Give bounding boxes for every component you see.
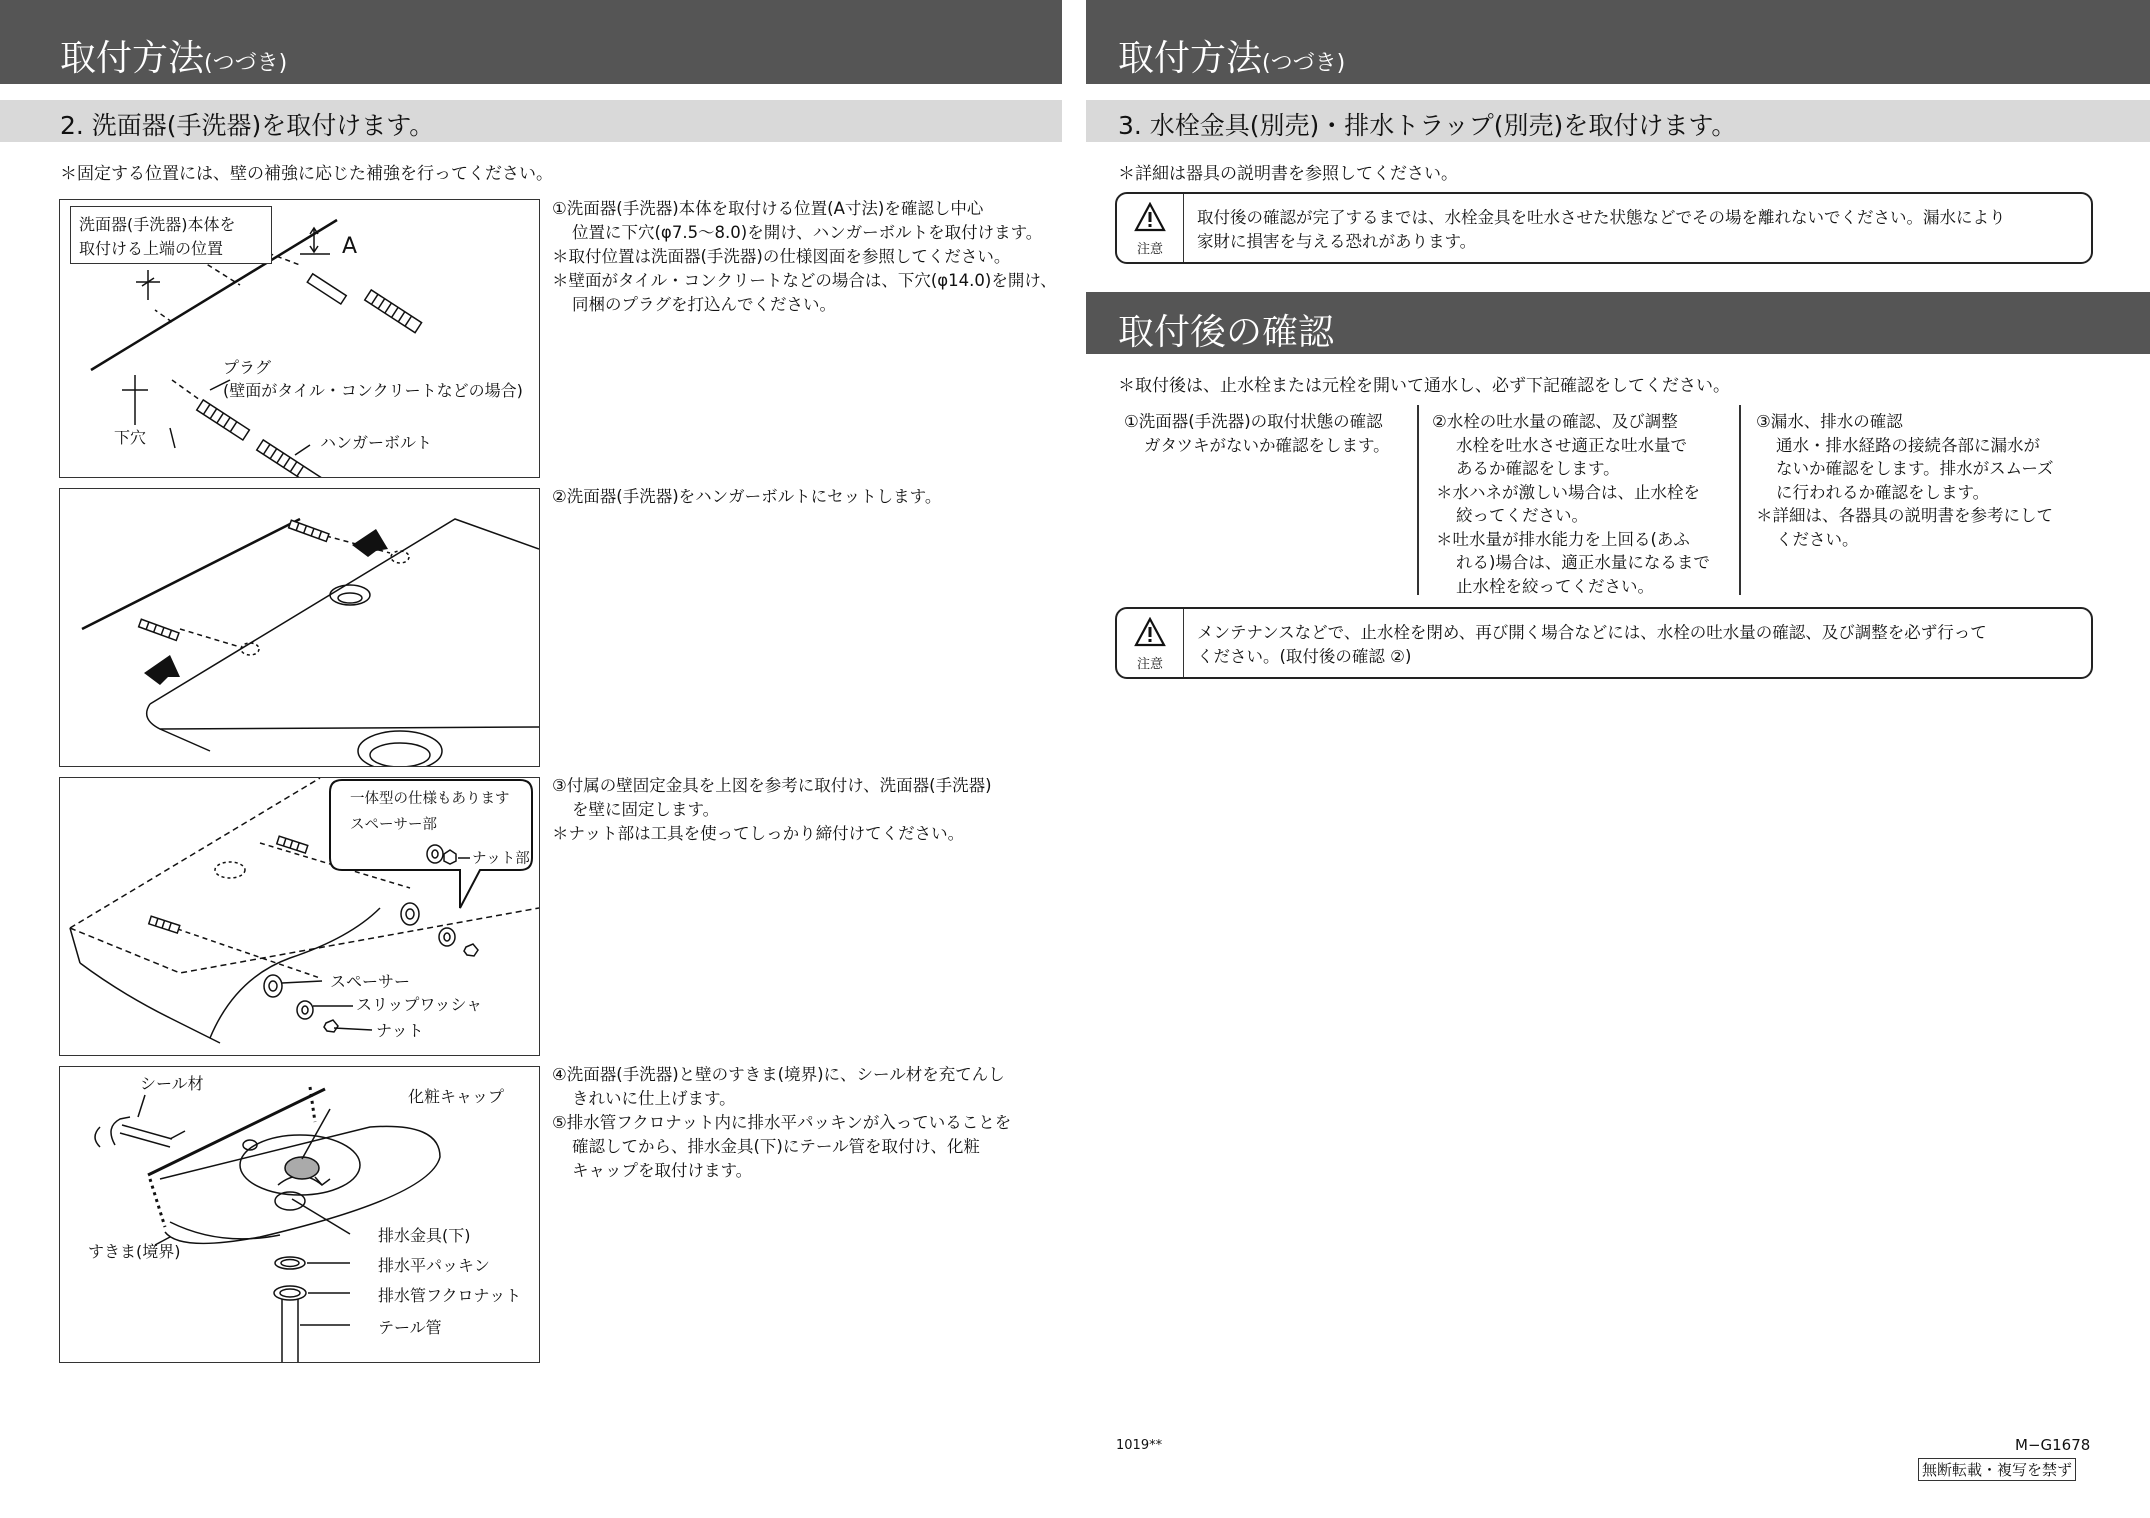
- step-1-line: 同梱のプラグを打込んでください。: [572, 295, 836, 314]
- check-3-line: に行われるか確認をします。: [1776, 482, 1990, 502]
- copyright-notice: 無断転載・複写を禁ず: [1918, 1458, 2076, 1481]
- caution-icon-area: [1117, 194, 1184, 262]
- check-column-2: [1432, 410, 1710, 598]
- label-pilot-hole: 下穴: [114, 428, 147, 447]
- caution-line: メンテナンスなどで、止水栓を閉め、再び開く場合などには、水栓の吐水量の確認、及び調整を必ず行って: [1197, 623, 1987, 642]
- label-top-line2: 取付ける上端の位置: [79, 239, 224, 258]
- label-drain-packing: 排水平パッキン: [378, 1256, 490, 1275]
- figure-set-basin-on-bolts: [59, 488, 540, 767]
- caution-line: 取付後の確認が完了するまでは、水栓金具を吐水させた状態などでその場を離れないでください。漏水により: [1197, 208, 2006, 227]
- right-page-header: [1086, 0, 2150, 84]
- label-slip-washer: スリップワッシャ: [356, 995, 483, 1014]
- label-drain-fitting-lower: 排水金具(下): [378, 1226, 471, 1245]
- figure-4-drawing: [60, 1067, 539, 1362]
- left-section-bar: [0, 100, 1062, 142]
- callout-nut-part: ナット部: [472, 851, 530, 867]
- caution-caption: 注意: [1136, 242, 1163, 257]
- step-3-line: を壁に固定します。: [572, 800, 720, 819]
- figure-seal-and-drain: [59, 1066, 540, 1363]
- page-title-sub: (つづき): [1262, 51, 1346, 76]
- check-1-line: ガタツキがないか確認をします。: [1144, 435, 1390, 455]
- warning-triangle-icon: [1134, 202, 1166, 232]
- step-2-text: [552, 485, 941, 509]
- label-top-line1: 洗面器(手洗器)本体を: [79, 215, 236, 234]
- step-4-line: ④洗面器(手洗器)と壁のすきま(境界)に、シール材を充てんし: [552, 1065, 1005, 1084]
- check-2-line: ＊水ハネが激しい場合は、止水栓を: [1436, 482, 1700, 502]
- check-column-3: [1756, 410, 2054, 551]
- right-page-title: [1086, 30, 1345, 81]
- check-section-header: [1086, 292, 2150, 354]
- step-5-line: キャップを取付けます。: [572, 1161, 753, 1180]
- step-1-line: ＊取付位置は洗面器(手洗器)の仕様図面を参照してください。: [552, 247, 1011, 266]
- step-3-line: ③付属の壁固定金具を上図を参考に取付け、洗面器(手洗器): [552, 776, 992, 795]
- page-title-text: 取付方法: [1118, 38, 1263, 79]
- callout-integrated-type: 一体型の仕様もあります: [350, 791, 510, 807]
- figure-1-label-box: [70, 206, 272, 264]
- step-1-line: 位置に下穴(φ7.5～8.0)を開け、ハンガーボルトを取付けます。: [572, 223, 1043, 242]
- label-spacer: スペーサー: [330, 972, 411, 991]
- callout-spacer-part: スペーサー部: [350, 817, 437, 833]
- check-1-line: ①洗面器(手洗器)の取付状態の確認: [1124, 412, 1383, 431]
- label-dimension-a: A: [342, 234, 358, 259]
- left-page-header: [0, 0, 1062, 84]
- label-gap: すきま(境界): [88, 1242, 181, 1261]
- warning-triangle-icon: [1134, 617, 1166, 647]
- label-drain-nut: 排水管フクロナット: [378, 1286, 522, 1305]
- step-4-5-text: [552, 1063, 1011, 1183]
- caution-box-1: [1115, 192, 2093, 264]
- check-2-line: 絞ってください。: [1456, 506, 1588, 525]
- document-number: M−G1678: [2015, 1436, 2091, 1454]
- step-1-line: ①洗面器(手洗器)本体を取付ける位置(A寸法)を確認し中心: [552, 199, 984, 218]
- caution-line: 家財に損害を与える恐れがあります。: [1197, 232, 1477, 251]
- page-title-sub: (つづき): [204, 51, 288, 76]
- right-note: ＊詳細は器具の説明書を参照してください。: [1118, 164, 1458, 184]
- right-section-bar: [1086, 100, 2150, 142]
- check-3-line: ＊詳細は、各器具の説明書を参考にして: [1756, 506, 2053, 525]
- check-2-line: 水栓を吐水させ適正な吐水量で: [1456, 435, 1687, 455]
- section-title-3: 3. 水栓金具(別売)・排水トラップ(別売)を取付けます。: [1118, 111, 1737, 140]
- caution-caption: 注意: [1136, 657, 1163, 672]
- column-divider: [1417, 405, 1419, 595]
- left-note: ＊固定する位置には、壁の補強に応じた補強を行ってください。: [60, 164, 553, 184]
- column-divider: [1739, 405, 1741, 595]
- page-title-text: 取付方法: [60, 38, 205, 79]
- footer-code: 1019**: [1116, 1438, 1163, 1453]
- step-4-line: きれいに仕上げます。: [572, 1089, 736, 1108]
- caution-text: [1197, 206, 2006, 254]
- check-2-line: ②水栓の吐水量の確認、及び調整: [1432, 412, 1678, 431]
- caution-icon-area: [1117, 609, 1184, 677]
- step-3-text: [552, 774, 992, 846]
- label-plug: プラグ: [223, 358, 272, 377]
- step-1-text: [552, 197, 1057, 317]
- check-2-line: 止水栓を絞ってください。: [1456, 576, 1654, 596]
- step-5-line: 確認してから、排水金具(下)にテール管を取付け、化粧: [572, 1137, 980, 1156]
- step-1-line: ＊壁面がタイル・コンクリートなどの場合は、下穴(φ14.0)を開け、: [552, 271, 1057, 290]
- check-3-line: 通水・排水経路の接続各部に漏水が: [1776, 435, 2040, 455]
- check-note: ＊取付後は、止水栓または元栓を開いて通水し、必ず下記確認をしてください。: [1118, 376, 1730, 396]
- label-hanger-bolt: ハンガーボルト: [320, 433, 433, 452]
- check-section-title: 取付後の確認: [1118, 312, 1335, 353]
- check-3-line: ください。: [1776, 529, 1859, 549]
- left-page-title: [0, 30, 287, 81]
- caution-text: [1197, 621, 1987, 669]
- label-sealant: シール材: [140, 1074, 204, 1093]
- figure-hanger-bolt-install: [59, 199, 540, 478]
- check-column-1: [1124, 410, 1390, 457]
- figure-wall-fixing-bracket: [59, 777, 540, 1056]
- step-2-line: ②洗面器(手洗器)をハンガーボルトにセットします。: [552, 487, 942, 506]
- label-decorative-cap: 化粧キャップ: [408, 1087, 505, 1106]
- check-2-line: ＊吐水量が排水能力を上回る(あふ: [1436, 529, 1690, 549]
- caution-line: ください。(取付後の確認 ②): [1197, 647, 1412, 666]
- label-nut: ナット: [376, 1021, 424, 1040]
- step-5-line: ⑤排水管フクロナット内に排水平パッキンが入っていることを: [552, 1113, 1012, 1132]
- check-3-line: ③漏水、排水の確認: [1756, 412, 1903, 431]
- check-3-line: ないか確認をします。排水がスムーズ: [1776, 459, 2054, 478]
- figure-2-drawing: [60, 489, 539, 766]
- label-tail-pipe: テール管: [378, 1318, 442, 1337]
- check-2-line: れる)場合は、適正水量になるまで: [1456, 553, 1710, 572]
- check-2-line: あるか確認をします。: [1456, 459, 1620, 478]
- step-3-line: ＊ナット部は工具を使ってしっかり締付けてください。: [552, 824, 965, 843]
- section-title-2: 2. 洗面器(手洗器)を取付けます。: [60, 111, 435, 140]
- caution-box-2: [1115, 607, 2093, 679]
- label-plug-note: (壁面がタイル・コンクリートなどの場合): [223, 381, 523, 400]
